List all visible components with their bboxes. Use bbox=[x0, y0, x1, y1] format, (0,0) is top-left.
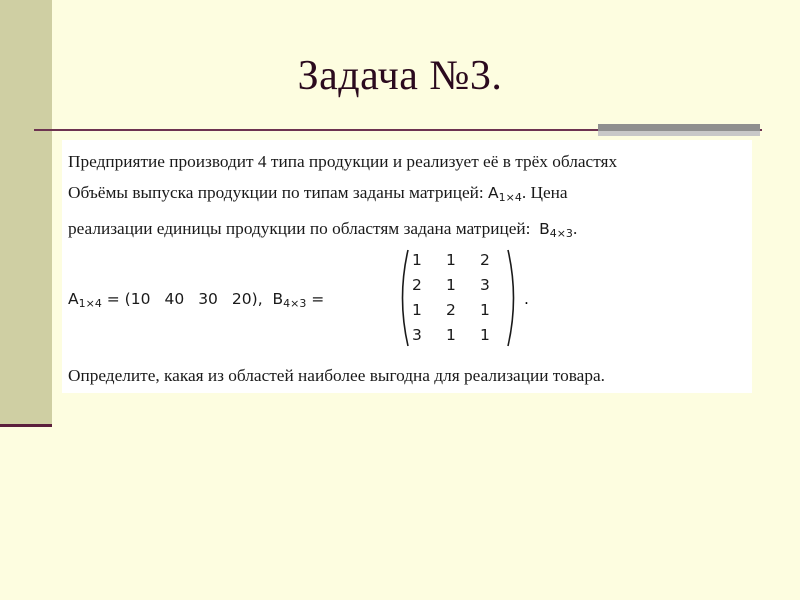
problem-card bbox=[62, 140, 752, 393]
matrix-a-values bbox=[131, 290, 252, 308]
matrix-b-cell: 1 bbox=[412, 301, 422, 319]
problem-question: Определите, какая из областей наиболее выгодна для реализации товара. bbox=[68, 366, 605, 385]
statement-line-2: Объёмы выпуска продукции по типам заданы матрицей: $A_{1\times 4}$. Цена bbox=[68, 183, 568, 204]
statement-line-1: Предприятие производит 4 типа продукции и реализует её в трёх областях bbox=[68, 152, 618, 171]
matrix-b-cell: 1 bbox=[446, 251, 456, 269]
matrix-b bbox=[396, 248, 524, 348]
matrix-b-cell: 3 bbox=[480, 276, 490, 294]
matrix-b-cell: 1 bbox=[412, 251, 422, 269]
matrix-a-ref: $A_{1\times 4}$ bbox=[488, 184, 522, 204]
divider-accent-shadow bbox=[598, 131, 760, 136]
matrix-a-value: 30 bbox=[198, 290, 218, 308]
matrix-b-cell: 2 bbox=[412, 276, 422, 294]
matrix-b-cell: 1 bbox=[446, 276, 456, 294]
divider-accent-block bbox=[598, 124, 760, 131]
matrix-b-cell: 1 bbox=[480, 326, 490, 344]
matrix-b-cell: 3 bbox=[412, 326, 422, 344]
matrix-b-cell: 1 bbox=[480, 301, 490, 319]
matrix-a-value: 20 bbox=[231, 290, 252, 308]
matrix-b-ref: $B_{4\times 3}$ bbox=[539, 220, 573, 240]
statement-line-3: реализации единицы продукции по областям задана матрицей: $B_{4\times 3}$. bbox=[68, 219, 578, 240]
matrix-b-cell: 2 bbox=[446, 301, 456, 319]
matrix-b-cell: 2 bbox=[480, 251, 490, 269]
problem-statement bbox=[68, 146, 752, 249]
matrix-a-value: 10 bbox=[130, 290, 151, 308]
matrix-a-value: 40 bbox=[164, 290, 185, 308]
matrix-a-equation: $A_{1\times 4} = (10$ 40 30 20), $B_{4\times 3}$ = bbox=[68, 284, 324, 314]
slide-title: Задача №3. bbox=[297, 53, 503, 99]
matrix-b-cell: 1 bbox=[446, 326, 456, 344]
matrix-b-grid bbox=[412, 248, 508, 348]
left-accent-bar-edge bbox=[0, 424, 52, 427]
matrix-b-label: $B_{4\times 3}$ = bbox=[272, 290, 325, 310]
matrix-b-period: . bbox=[524, 290, 529, 308]
